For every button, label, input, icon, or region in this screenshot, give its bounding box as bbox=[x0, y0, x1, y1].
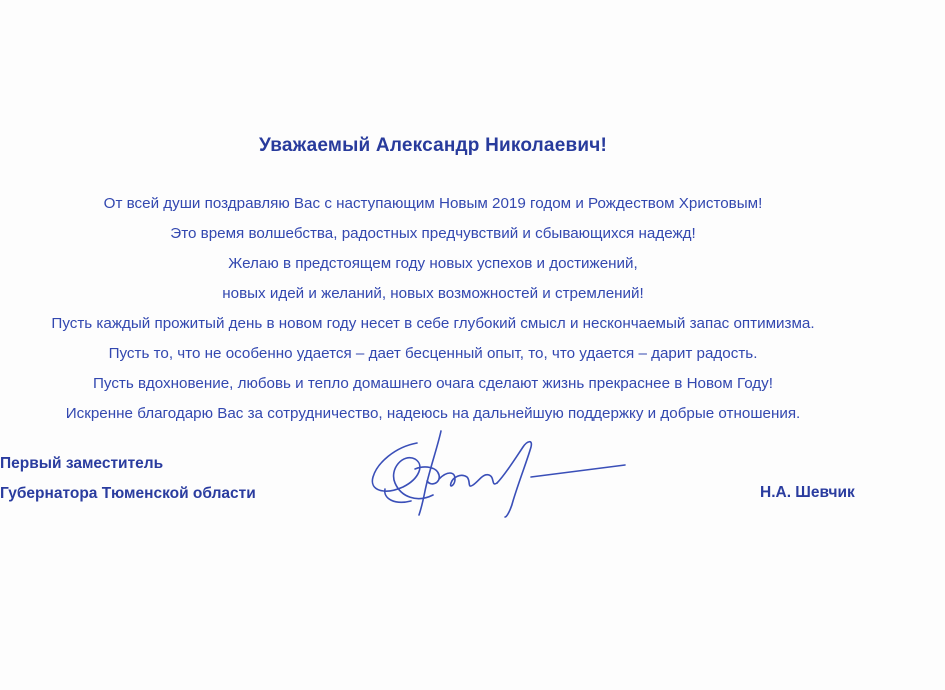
handwritten-signature-icon bbox=[355, 425, 640, 520]
letter-greeting: Уважаемый Александр Николаевич! bbox=[259, 135, 607, 156]
letter-body-line: Пусть вдохновение, любовь и тепло домашнего очага сделают жизнь прекраснее в Новом Году! bbox=[93, 375, 773, 392]
signer-position-line: Первый заместитель bbox=[0, 455, 164, 472]
letter-body bbox=[0, 189, 866, 429]
signer-position bbox=[0, 449, 256, 509]
signer-position-line: Губернатора Тюменской области bbox=[0, 485, 256, 502]
letter-body-line: Желаю в предстоящем году новых успехов и достижений, bbox=[228, 255, 638, 272]
letter-body-line: Искренне благодарю Вас за сотрудничество, надеюсь на дальнейшую поддержку и добрые отношения. bbox=[65, 405, 801, 422]
letter-body-line: От всей души поздравляю Вас с наступающим Новым 2019 годом и Рождеством Христовым! bbox=[103, 195, 763, 212]
letter-body-line: новых идей и желаний, новых возможностей и стремлений! bbox=[222, 285, 644, 302]
signer-name: Н.А. Шевчик bbox=[760, 484, 855, 501]
letter-body-line: Пусть каждый прожитый день в новом году несет в себе глубокий смысл и нескончаемый запас оптимизма. bbox=[51, 315, 815, 332]
letter-body-line: Это время волшебства, радостных предчувствий и сбывающихся надежд! bbox=[170, 225, 696, 242]
letter-body-line: Пусть то, что не особенно удается – дает бесценный опыт, то, что удается – дарит радость. bbox=[108, 345, 758, 362]
